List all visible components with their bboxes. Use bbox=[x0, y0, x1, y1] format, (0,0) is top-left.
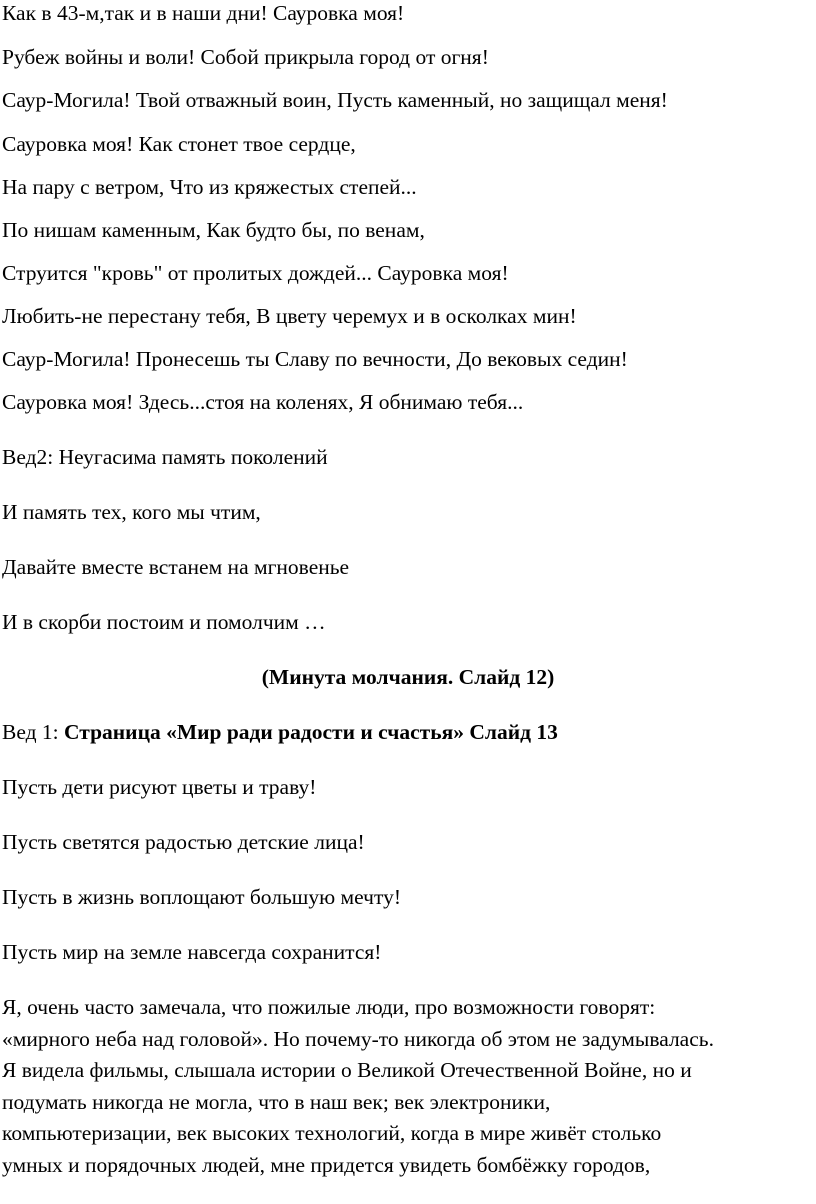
paragraph-line: компьютеризации, век высоких технологий, когда в мире живёт столько bbox=[2, 1121, 662, 1145]
ved1-line bbox=[2, 719, 558, 745]
ved2-line-4: И в скорби постоим и помолчим … bbox=[2, 610, 326, 634]
paragraph-line: Я видела фильмы, слышала истории о Великой Отечественной Войне, но и bbox=[2, 1058, 692, 1082]
wish-line-2: Пусть светятся радостью детские лица! bbox=[2, 830, 365, 854]
ved2-line-1: Вед2: Неугасима память поколений bbox=[2, 445, 328, 469]
paragraph-line: «мирного неба над головой». Но почему-то никогда об этом не задумывалась. bbox=[2, 1026, 714, 1051]
poem-line-3: Саур-Могила! Твой отважный воин, Пусть каменный, но защищал меня! bbox=[2, 88, 668, 112]
poem-line-9: Саур-Могила! Пронесешь ты Славу по вечности, До вековых седин! bbox=[2, 347, 628, 371]
poem-line-8: Любить-не перестану тебя, В цвету черемух и в осколках мин! bbox=[2, 304, 577, 328]
paragraph-line: Я, очень часто замечала, что пожилые люди, про возможности говорят: bbox=[2, 995, 656, 1019]
poem-line-7: Струится "кровь" от пролитых дождей... Сауровка моя! bbox=[2, 261, 509, 285]
wish-line-1: Пусть дети рисуют цветы и траву! bbox=[2, 775, 317, 799]
wish-line-4: Пусть мир на земле навсегда сохранится! bbox=[2, 940, 382, 964]
ved1-title: Страница «Мир ради радости и счастья» Слайд 13 bbox=[64, 720, 558, 744]
poem-line-1: Как в 43-м,так и в наши дни! Сауровка моя! bbox=[2, 1, 405, 25]
poem-line-2: Рубеж войны и воли! Собой прикрыла город от огня! bbox=[2, 45, 489, 69]
poem-line-5: На пару с ветром, Что из кряжестых степей... bbox=[2, 175, 417, 199]
poem-line-6: По нишам каменным, Как будто бы, по венам, bbox=[2, 218, 425, 242]
poem-line-10: Сауровка моя! Здесь...стоя на коленях, Я обнимаю тебя... bbox=[2, 390, 524, 414]
poem-line-4: Сауровка моя! Как стонет твое сердце, bbox=[2, 132, 356, 156]
minute-of-silence-heading: (Минута молчания. Слайд 12) bbox=[261, 665, 555, 689]
wish-line-3: Пусть в жизнь воплощают большую мечту! bbox=[2, 885, 401, 909]
ved2-line-2: И память тех, кого мы чтим, bbox=[2, 500, 261, 524]
paragraph-line: умных и порядочных людей, мне придется увидеть бомбёжку городов, bbox=[2, 1152, 651, 1177]
ved1-prefix: Вед 1: bbox=[2, 720, 65, 744]
narrative-paragraph bbox=[2, 992, 814, 1181]
ved2-line-3: Давайте вместе встанем на мгновенье bbox=[2, 555, 350, 579]
paragraph-line: подумать никогда не могла, что в наш век; век электроники, bbox=[2, 1089, 551, 1114]
